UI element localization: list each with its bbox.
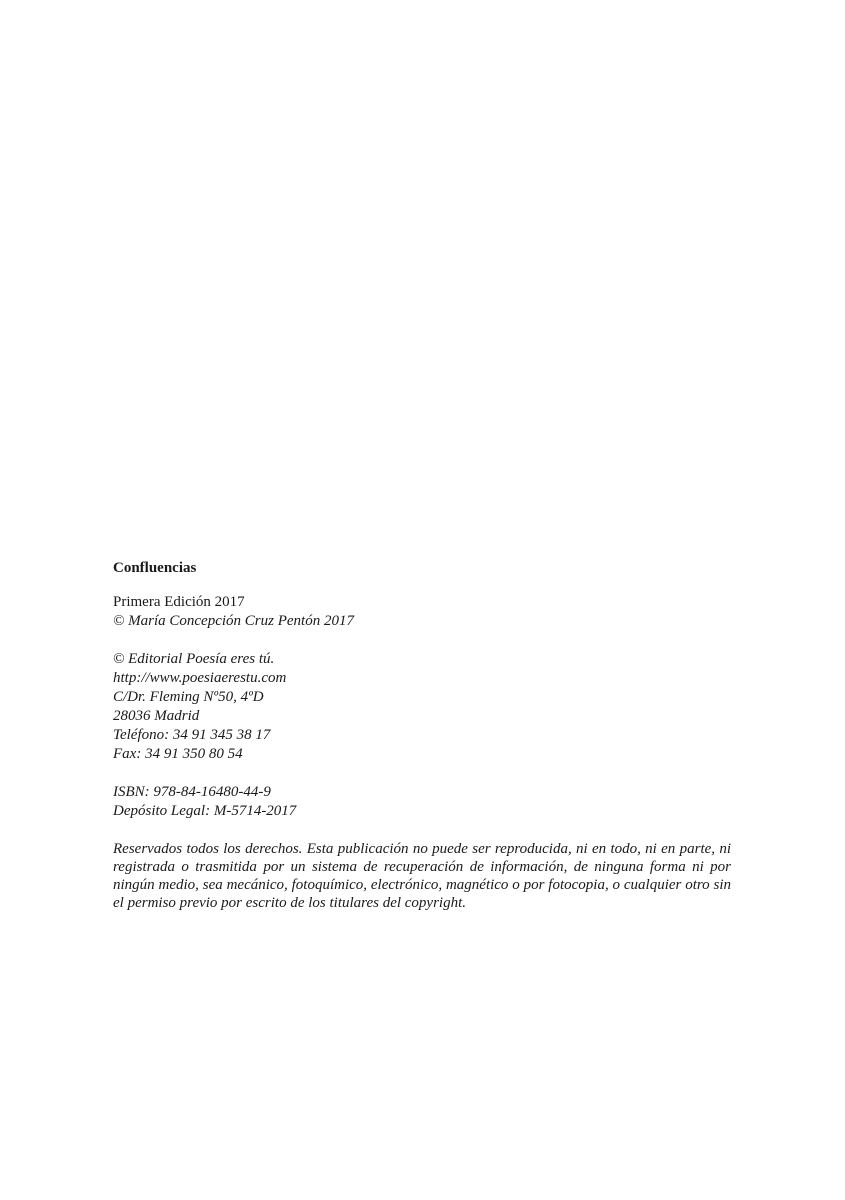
publisher-street: C/Dr. Fleming Nº50, 4ºD <box>113 689 264 705</box>
spacer <box>113 631 731 650</box>
legal-deposit: Depósito Legal: M-5714-2017 <box>113 803 297 819</box>
spacer <box>113 578 731 593</box>
publisher-block <box>113 650 731 764</box>
colophon-block <box>113 559 731 912</box>
publisher-city: 28036 Madrid <box>113 708 200 724</box>
publisher-copyright: © Editorial Poesía eres tú. <box>113 651 275 667</box>
spacer <box>113 821 731 840</box>
rights-notice: Reservados todos los derechos. Esta publicación no puede ser reproducida, ni en todo, ni en parte, ni registrada o trasmitida por un sistema de recuperación de información, de ninguna forma ni por ningún medio, sea mecánico, fotoquímico, electrónico, magnético o por fotocopia, o cualquier otro sin el permiso previo por escrito de los titulares del copyright. <box>113 841 731 911</box>
publisher-fax: Fax: 34 91 350 80 54 <box>113 746 243 762</box>
publisher-url: http://www.poesiaerestu.com <box>113 670 287 686</box>
edition-block <box>113 593 731 631</box>
author-copyright: © María Concepción Cruz Pentón 2017 <box>113 613 354 629</box>
edition-line: Primera Edición 2017 <box>113 594 245 610</box>
publisher-phone: Teléfono: 34 91 345 38 17 <box>113 727 271 743</box>
book-title: Confluencias <box>113 560 197 576</box>
isbn: ISBN: 978-84-16480-44-9 <box>113 784 271 800</box>
registration-block <box>113 783 731 821</box>
spacer <box>113 764 731 783</box>
